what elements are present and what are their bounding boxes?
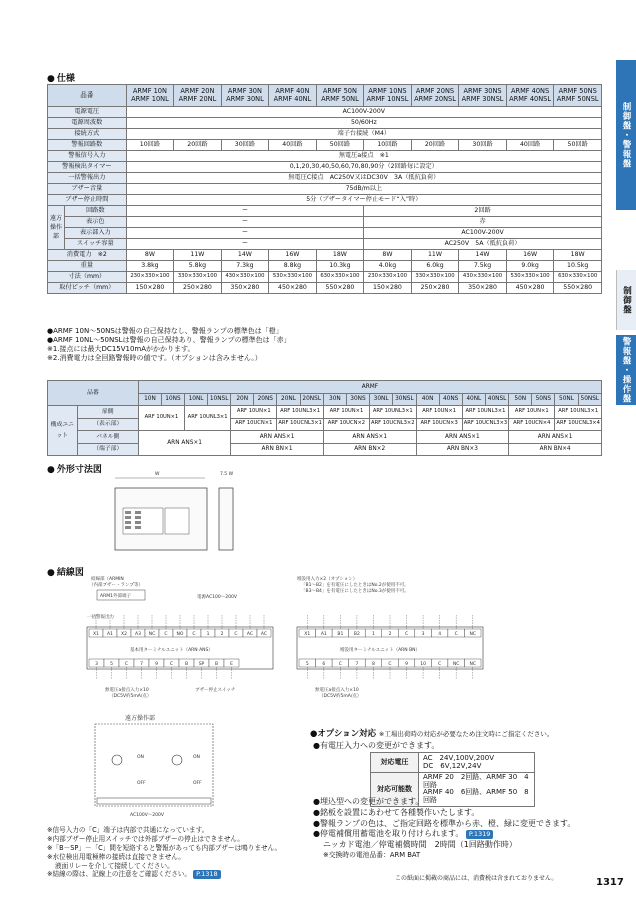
unit-door-row1: 構成ユニット 扉側 ARF 10UN×1 ARF 10UNL3×1 ARF 10UN×1 ARF 10UNL3×1 ARF 10UN×1 ARF 10UNL3×1 ARF 10UN×1 ARF 10UNL3×1 ARF 10UN×1 ARF 10UNL3×1 [48, 406, 602, 419]
spec-row-timer: 警報検出タイマー 0,1,20,30,40,50,60,70,80,90分（2回路毎に設定） [48, 162, 602, 173]
model-header: ARMF 10NS ARMF 10NSL [364, 85, 412, 107]
option-table: 対応電圧 AC 24V,100V,200V DC 6V,12V,24V 対応可能数 ARMF 20 2回路、ARMF 30 4回路 ARMF 40 6回路、ARMF 50 8回路 [370, 752, 535, 807]
spec-row-circuits: 警報回路数 10回路 20回路 30回路 40回路 50回路 10回路 20回路 30回路 40回路 50回路 [48, 140, 602, 151]
unit-panel-row2: （端子部） ARN BN×1 ARN BN×2 ARN BN×3 ARN BN×4 [48, 443, 602, 456]
terminal-label: 1 [206, 632, 210, 637]
option-section: ●オプション対応 ※工場出荷時の対応が必要なため注文時にご指定ください。 [310, 729, 554, 739]
spec-row-remote-circuits: 遠方操作部 回路数 ー 2回路 [48, 206, 602, 217]
spec-row-output: 一括警報出力 無電圧C接点 AC250V又はDC30V 3A（抵抗負荷） [48, 173, 602, 184]
spec-row-pitch: 取付ピッチ（mm） 150×280 250×280 350×280 450×280 550×280 150×280 250×280 350×280 450×280 550×280 [48, 283, 602, 294]
spec-note: ※1.接点には最大DC15V10mAがかかります。 [47, 345, 195, 354]
wiring-title: ● 結線図 [47, 565, 84, 578]
svg-text:一括警報出力: 一括警報出力 [87, 615, 114, 620]
option-item1: ●有電圧入力への変更ができます。 [313, 741, 440, 750]
model-header: ARMF 10N ARMF 10NL [126, 85, 174, 107]
spec-row-remote-input: 表示部入力 ー AC100V-200V [48, 228, 602, 239]
spec-note: ●ARMF 10N〜50NSは警報の自己保持なし、警報ランプの標準色は「橙」 [47, 327, 283, 335]
unit-table [47, 380, 602, 456]
svg-text:無電圧a接点入力×10: 無電圧a接点入力×10 [105, 688, 149, 693]
terminal-label: 9 [405, 662, 408, 667]
remote-operation-diagram [85, 712, 225, 822]
unit-panel-row1: パネル側 ARN ANS×1 ARN ANS×1 ARN ANS×1 ARN ANS×1 ARN ANS×1 [48, 431, 602, 444]
dim-d-label: 7.5 W [220, 472, 234, 477]
terminal-label: 6 [322, 662, 326, 667]
svg-text:増設用ターミナルユニット（ARN BN）: 増設用ターミナルユニット（ARN BN） [340, 648, 421, 653]
terminal-label: 3 [421, 632, 425, 637]
terminal-label: 9 [155, 662, 158, 667]
page-number: 1317 [596, 877, 624, 888]
option-list: ●埋込型への変更ができます。 ●銘板を設置にあわせて各種製作いたします。 ●警報ランプの色は、ご指定回路を標準から赤、橙、緑に変更できます。 ●停電補償用蓄電池を取り付けられます。 P.1319 ニッカド電池／停電補償時間 2時間（1回路動作時） ※交換時の電池品番：ARM BAT [313, 797, 576, 859]
svg-text:ARM1外部端子: ARM1外部端子 [100, 594, 131, 599]
spec-notes [47, 327, 291, 363]
unit-door-row2: （表示部） ARF 10UCN×1 ARF 10UCNL3×1 ARF 10UCN×2 ARF 10UCNL3×2 ARF 10UCN×3 ARF 10UCNL3×3 ARF 10UCN×4 ARF 10UCNL3×4 [48, 418, 602, 431]
spec-header-row [48, 85, 602, 107]
svg-text:ブザー停止スイッチ: ブザー停止スイッチ [195, 688, 236, 693]
terminal-label: C [454, 632, 458, 637]
terminal-label: C [338, 662, 342, 667]
svg-text:OFF: OFF [193, 781, 202, 786]
side-tab-alarm[interactable]: 警報盤・操作盤 [616, 335, 636, 405]
terminal-label: 5 [110, 662, 113, 667]
dim-w-label: W [155, 472, 160, 477]
model-header: ARMF 30N ARMF 30NL [221, 85, 269, 107]
svg-text:「B3〜B4」を有電圧にしたときはNo.3が使用不可。: 「B3〜B4」を有電圧にしたときはNo.3が使用不可。 [301, 589, 409, 594]
svg-text:ON: ON [137, 755, 144, 760]
terminal-label: C [234, 632, 238, 637]
spec-row-connect: 接続方式 端子台接続（M4） [48, 129, 602, 140]
svg-text:OFF: OFF [137, 781, 146, 786]
tax-note: この紙面に掲載の商品には、消費税は含まれておりません。 [395, 875, 558, 882]
spec-row-voltage: 電源電圧 AC100V-200V [48, 107, 602, 118]
model-header: ARMF 50N ARMF 50NL [316, 85, 364, 107]
model-header: ARMF 20N ARMF 20NL [174, 85, 222, 107]
terminal-label: B1 [337, 632, 344, 637]
svg-text:遠方操作部: 遠方操作部 [125, 715, 156, 722]
spec-row-buzzstop: ブザー停止時間 5分（ブザータイマー停止モード“入”時） [48, 195, 602, 206]
terminal-label: 3 [95, 662, 98, 667]
terminal-label: 7 [140, 662, 143, 667]
page-ref-link[interactable]: P.1318 [193, 870, 221, 879]
terminal-label: A3 [135, 632, 141, 637]
terminal-label: AC [260, 632, 268, 637]
terminal-label: 4 [438, 632, 442, 637]
unit-code-row: 10N 10NS 10NL 10NSL 20N 20NS 20NL 20NSL 30N 30NS 30NL 30NSL 40N 40NS 40NL 40NSL 50N 50NS 50NL 50NSL [48, 393, 602, 406]
terminal-label: C [164, 632, 168, 637]
spec-table [47, 84, 602, 294]
terminal-label: C [169, 662, 174, 667]
spec-row-power: 消費電力 ※2 8W 11W 14W 16W 18W 8W 11W 14W 16W 18W [48, 250, 602, 261]
terminal-label: X1 [93, 632, 99, 637]
spec-row-remote-color: 表示色 ー 赤 [48, 217, 602, 228]
svg-text:電源AC100〜200V: 電源AC100〜200V [197, 595, 237, 600]
terminal-label: C [404, 632, 409, 637]
unit-group-label: ARMF [138, 381, 601, 394]
spec-note: ●ARMF 10NL〜50NSLは警報の自己保持あり、警報ランプの標準色は「赤」 [47, 336, 291, 345]
page-ref-link[interactable]: P.1319 [466, 830, 494, 839]
terminal-label: C [388, 662, 392, 667]
terminal-label: 7 [355, 662, 359, 667]
spec-note: ※2.消費電力は全回路警報時の値です。（オプションは含みません。） [47, 354, 262, 363]
terminal-label: NC [469, 662, 476, 667]
terminal-label: SP [198, 662, 205, 667]
spec-title: ● 仕様 [47, 71, 75, 84]
wiring-left-diagram [85, 575, 275, 705]
outline-drawing [95, 468, 255, 558]
spec-header-label: 品番 [48, 85, 127, 107]
model-header: ARMF 50NS ARMF 50NSL [554, 85, 602, 107]
terminal-label: NC [469, 632, 476, 637]
wiring-notes: ※信号入力の「C」端子は内部で共通になっています。 ※内部ブザー停止用スイッチでは外部ブザーの停止はできません。 ※「B－SP」－「C」間を短絡すると警報があっても内部ブザーは鳴りません。 ※水位検出用電極棒の接続は直接できません。 液面リレーを介して接続してください。 ※結線の際は、記線上の注意をご確認ください。 P.1318 [47, 826, 282, 879]
wiring-right-diagram [295, 575, 485, 705]
terminal-label: 10 [420, 662, 426, 667]
spec-row-size: 寸法（mm） 230×330×100 330×330×100 430×330×100 530×330×100 630×330×100 230×330×100 330×330×100 430×330×100 530×330×100 630×330×100 [48, 272, 602, 283]
spec-row-freq: 電源周波数 50/60Hz [48, 118, 602, 129]
terminal-label: NO [176, 632, 184, 637]
svg-text:（DC5V約5mA/点）: （DC5V約5mA/点） [319, 694, 362, 699]
side-tab-main[interactable]: 制御盤・警報盤 [616, 60, 636, 210]
terminal-label: A1 [107, 632, 113, 637]
terminal-label: 2 [388, 632, 392, 637]
terminal-label: B [214, 662, 219, 667]
svg-text:基本用ターミナルユニット（ARN ANS）: 基本用ターミナルユニット（ARN ANS） [130, 648, 213, 653]
terminal-label: C [438, 662, 442, 667]
terminal-row-top [299, 615, 481, 637]
svg-text:ON: ON [193, 755, 200, 760]
svg-text:（内部ブザー・ランプ等）: （内部ブザー・ランプ等） [89, 583, 143, 588]
spec-row-remote-switch: スイッチ容量 ー AC250V 5A（抵抗負荷） [48, 239, 602, 250]
terminal-label: X2 [121, 632, 127, 637]
terminal-label: NC [452, 662, 460, 667]
spec-row-buzzer: ブザー音量 75dB/m以上 [48, 184, 602, 195]
unit-header-label: 品番 [48, 381, 139, 406]
model-header: ARMF 30NS ARMF 30NSL [459, 85, 507, 107]
side-tab-control[interactable]: 制御盤 [616, 270, 636, 330]
terminal-label: C [124, 662, 129, 667]
terminal-label: E [230, 662, 233, 667]
terminal-label: X1 [304, 632, 311, 637]
svg-text:AC100V〜200V: AC100V〜200V [130, 813, 164, 818]
svg-text:結線部（ARMIN: 結線部（ARMIN [91, 577, 124, 582]
terminal-label: A1 [320, 632, 327, 637]
svg-text:増設用入力×2（オプション）: 増設用入力×2（オプション） [297, 577, 358, 582]
spec-row-weight: 重量 3.8kg 5.8kg 7.3kg 8.8kg 10.3kg 4.0kg 6.0kg 7.5kg 9.0kg 10.5kg [48, 261, 602, 272]
terminal-label: NC [148, 632, 156, 637]
model-header: ARMF 20NS ARMF 20NSL [411, 85, 459, 107]
spec-row-input: 警報信号入力 無電圧a接点 ※1 [48, 151, 602, 162]
svg-text:（DC5V約5mA/点）: （DC5V約5mA/点） [109, 694, 152, 699]
terminal-label: AC [246, 632, 254, 637]
model-header: ARMF 40N ARMF 40NL [269, 85, 317, 107]
terminal-label: B2 [353, 632, 360, 637]
terminal-label: 5 [305, 662, 309, 667]
terminal-row-top [89, 615, 271, 637]
terminal-label: 2 [220, 632, 224, 637]
outline-title: ● 外形寸法図 [47, 462, 102, 475]
terminal-label: 1 [372, 632, 375, 637]
svg-text:「B1〜B2」を有電圧にしたときはNo.2が使用不可。: 「B1〜B2」を有電圧にしたときはNo.2が使用不可。 [301, 583, 409, 588]
svg-text:無電圧a接点入力×10: 無電圧a接点入力×10 [315, 688, 359, 693]
terminal-label: B [184, 662, 189, 667]
model-header: ARMF 40NS ARMF 40NSL [506, 85, 554, 107]
terminal-label: C [192, 632, 196, 637]
terminal-label: 8 [372, 662, 375, 667]
